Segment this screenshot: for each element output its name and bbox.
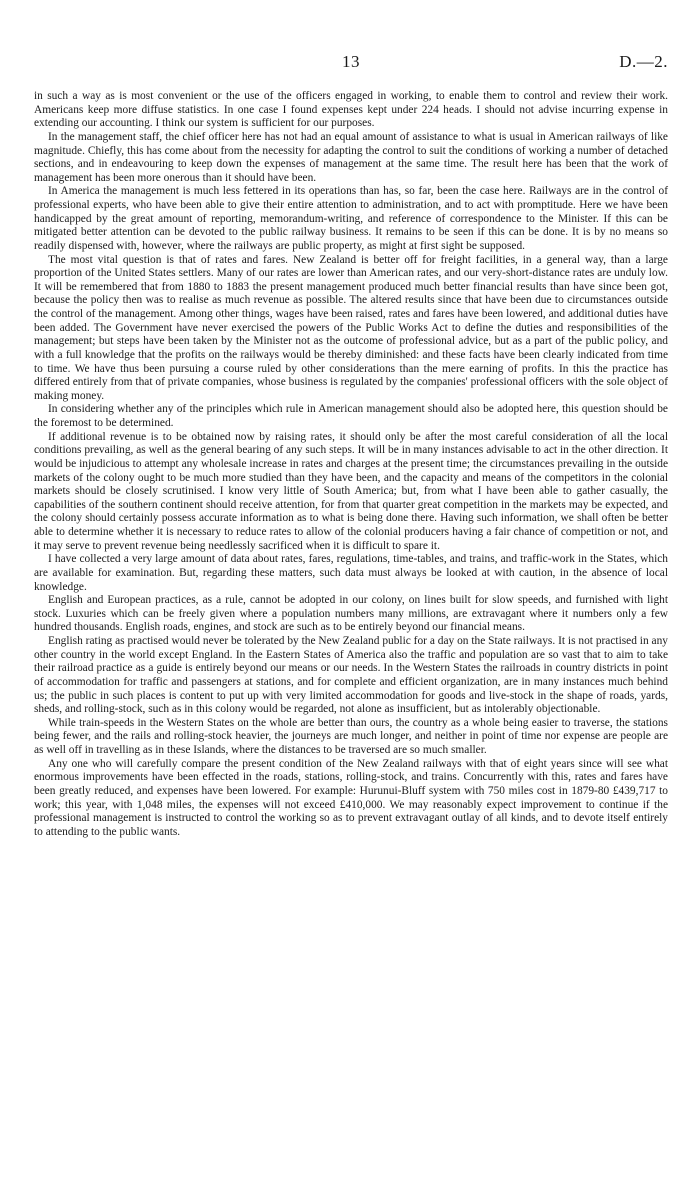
paragraph: English and European practices, as a rule, cannot be adopted in our colony, on lines built for slow speeds, and furnished with light stock. Luxuries which can be freely given where a population numbers many millions, are extravagant where it numbers only a few hundred thousands. English roads, engines, and stock are such as to be entirely beyond our financial means.	[34, 594, 668, 634]
document-body	[34, 90, 668, 839]
paragraph: The most vital question is that of rates and fares. New Zealand is better off for freight facilities, in a general way, than a large proportion of the United States settlers. Many of our rates are lower than American rates, and our very-short-distance rates are unduly low. It will be remembered that from 1880 to 1883 the present management produced much better financial results than have since been got, because the policy then was to realise as much revenue as possible. The altered results since that have been due to circumstances outside the control of the management. Among other things, wages have been raised, rates and fares have been lowered, and additional duties have been added. The Government have never exercised the powers of the Public Works Act to define the duties and responsibilities of the management; but steps have been taken by the Minister not as the outcome of professional advice, but as a part of the public policy, and with a full knowledge that the profits on the railways would be thereby diminished: and these facts have been clearly indicated from time to time. We have thus been pursuing a course ruled by other considerations than the mere earning of profits. In this the practice has differed entirely from that of private companies, whose business is regulated by the companies' professional officers with the sole object of making money.	[34, 253, 668, 402]
document-reference: D.—2.	[619, 52, 668, 71]
paragraph: If additional revenue is to be obtained now by raising rates, it should only be after the most careful consideration of all the local conditions prevailing, as well as the general bearing of any such steps. It will be in many instances advisable to act in the other direction. It would be injudicious to attempt any wholesale increase in rates and charges at the present time; the circumstances prevailing in the outside markets of the colony ought to be much more studied than they have been, and the capacity and means of the competitors in the colonial markets should be closely scrutinised. I know very little of South America; but, from what I have been able to gather casually, the capabilities of the southern continent should receive attention, for from that quarter great competition in the markets may be expected, and the colony should certainly possess accurate information as to what is being done there. Having such information, we shall often be better able to determine whether it is necessary to reduce rates to allow of the colonial producers having a fair chance of competition or not, and it may serve to prevent revenue being needlessly sacrificed when it is difficult to spare it.	[34, 430, 668, 552]
paragraph: While train-speeds in the Western States on the whole are better than ours, the country as a whole being easier to traverse, the stations being fewer, and the rails and rolling-stock heavier, the journeys are much longer, and neither in point of time nor expense are people are as well off in travelling as in these Islands, where the distances to be traversed are so much smaller.	[34, 716, 668, 756]
paragraph: I have collected a very large amount of data about rates, fares, regulations, time-tables, and trains, and traffic-work in the States, which are available for examination. But, regarding these matters, such data must always be looked at with caution, in the absence of local knowledge.	[34, 553, 668, 593]
paragraph: English rating as practised would never be tolerated by the New Zealand public for a day on the State railways. It is not practised in any other country in the world except England. In the Eastern States of America also the traffic and population are so vast that to aim to take their railroad practice as a guide is entirely beyond our means or our needs. In the Western States the railroads in country districts in point of accommodation for traffic and passengers at stations, and for complete and efficient organization, are in many instances much behind us; the public in such places is content to put up with very limited accommodation for goods and live-stock in the shape of roads, yards, sheds, and rolling-stock, such as in this colony would be regarded, not alone as insufficient, but as intolerably objectionable.	[34, 635, 668, 716]
paragraph: In considering whether any of the principles which rule in American management should also be adopted here, this question should be the foremost to be determined.	[34, 403, 668, 429]
paragraph: in such a way as is most convenient or the use of the officers engaged in working, to enable them to control and review their work. Americans keep more diffuse statistics. In one case I found expenses kept under 224 heads. I should not advise incurring expense in extending our accounting. I think our system is sufficient for our purposes.	[34, 90, 668, 130]
paragraph: Any one who will carefully compare the present condition of the New Zealand railways with that of eight years since will see what enormous improvements have been effected in the roads, stations, rolling-stock, and trains. Concurrently with this, rates and fares have been greatly reduced, and expenses have been lowered. For example: Hurunui-Bluff system with 750 miles cost in 1879-80 £439,717 to work; this year, with 1,048 miles, the expenses will not exceed £410,000. We may reasonably expect improvement to continue if the professional management is instructed to control the working so as to prevent extravagant outlay of all kinds, and to devote itself entirely to attending to the public wants.	[34, 757, 668, 838]
paragraph: In the management staff, the chief officer here has not had an equal amount of assistance to what is usual in American railways of like magnitude. Chiefly, this has come about from the necessity for adapting the control to suit the conditions of working a number of detached sections, and in endeavouring to keep down the expenses of management at the same time. The result here has been that the work of management has been more onerous than it should have been.	[34, 130, 668, 184]
page-header	[34, 52, 668, 74]
paragraph: In America the management is much less fettered in its operations than has, so far, been the case here. Railways are in the control of professional experts, who have been able to give their entire attention to administration, and to act with promptitude. Here we have been handicapped by the great amount of reporting, memorandum-writing, and reference of correspondence to the Minister. If this can be mitigated better attention can be devoted to the public railway business. It remains to be seen if this can be done. It is by no means so readily dispensed with, however, where the railways are public property, as might at first sight be supposed.	[34, 185, 668, 252]
page-number: 13	[342, 52, 360, 71]
